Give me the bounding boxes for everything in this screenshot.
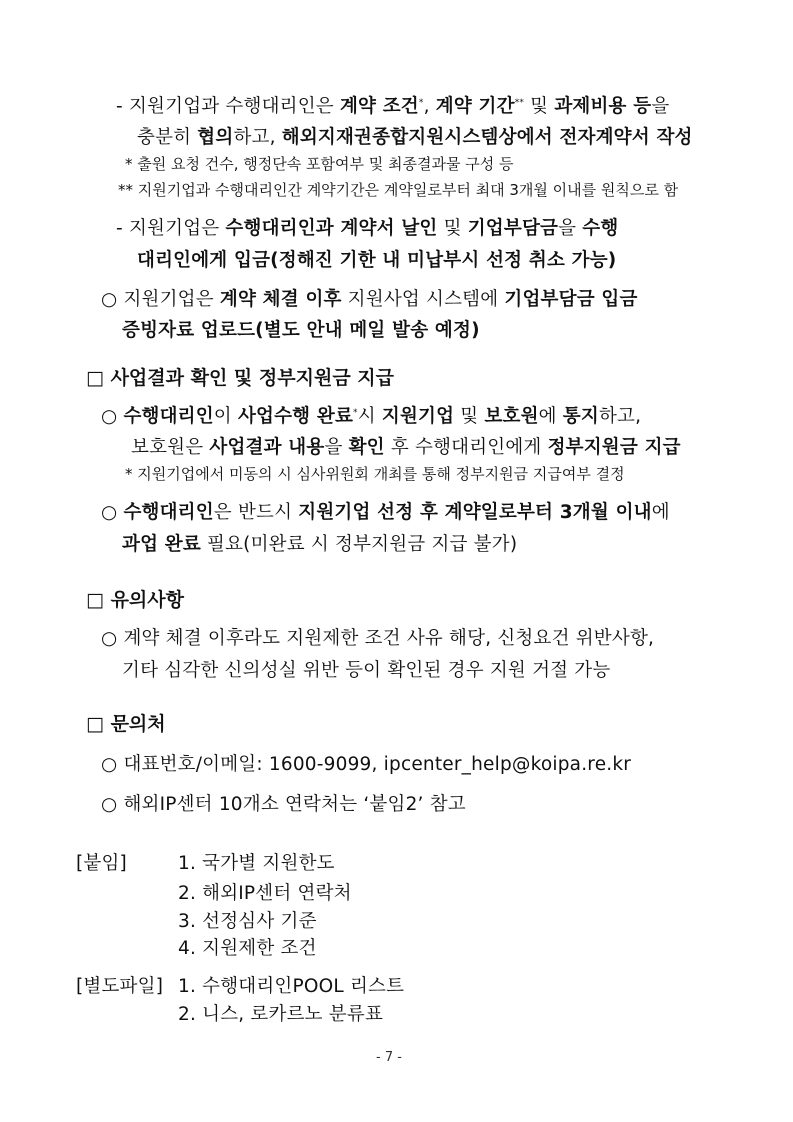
attachment-item: 2. 해외IP센터 연락처 bbox=[178, 883, 352, 904]
section-heading-notes bbox=[86, 585, 184, 612]
bold-run: 과업 완료 bbox=[122, 534, 201, 555]
bold-run: 기업부담금 bbox=[467, 218, 559, 239]
bold-run: 사업결과 내용 bbox=[209, 437, 325, 458]
circle-bullet: ○ bbox=[101, 754, 118, 775]
text-run: 지원사업 시스템에 bbox=[341, 289, 505, 310]
text-run: 계약 체결 이후라도 지원제한 조건 사유 해당, 신청요건 위반사항, bbox=[123, 628, 655, 649]
bold-run: 지원기업 bbox=[381, 406, 455, 427]
bold-run: 증빙자료 업로드(별도 안내 메일 발송 예정) bbox=[122, 320, 480, 341]
bold-run: 해외지재권종합지원시스템상에서 전자계약서 작성 bbox=[281, 127, 693, 148]
attachment-item: 4. 지원제한 조건 bbox=[178, 938, 317, 959]
payment-line-2 bbox=[137, 246, 616, 272]
bold-run: 수행대리인 bbox=[123, 406, 214, 427]
bold-run: 수행대리인과 계약서 날인 bbox=[225, 218, 438, 239]
text-run: 및 bbox=[454, 406, 485, 427]
checkbox-square-icon: □ bbox=[86, 589, 104, 611]
bold-run: 보호원 bbox=[484, 406, 539, 427]
bold-run: 확인 bbox=[348, 437, 385, 458]
ip-center-text: 해외IP센터 10개소 연락처는 ‘붙임2’ 참고 bbox=[123, 794, 466, 815]
separate-file-item: 1. 수행대리인POOL 리스트 bbox=[178, 976, 405, 997]
section-heading-result bbox=[86, 363, 394, 390]
dash-marker: - bbox=[116, 96, 123, 117]
section-title: 사업결과 확인 및 정부지원금 지급 bbox=[110, 367, 394, 389]
checkbox-square-icon: □ bbox=[86, 367, 104, 389]
circle-bullet: ○ bbox=[101, 289, 118, 310]
text-run: 을 bbox=[558, 218, 583, 239]
completion-line-2 bbox=[122, 530, 517, 556]
text-run: 이 bbox=[213, 406, 238, 427]
bold-run: 정부지원금 지급 bbox=[547, 437, 681, 458]
attachments-label: [붙임] bbox=[76, 853, 127, 874]
text-run: , bbox=[423, 96, 436, 117]
bold-run: 계약 기간 bbox=[435, 96, 515, 117]
text-run: 하고, bbox=[598, 406, 642, 427]
text-run: 지원기업은 bbox=[128, 218, 226, 239]
caution-line-2: 기타 심각한 신의성실 위반 등이 확인된 경우 지원 거절 가능 bbox=[122, 660, 611, 681]
text-run: 및 bbox=[437, 218, 468, 239]
bold-run: 대리인에게 입금(정해진 기한 내 미납부시 선정 취소 가능) bbox=[137, 250, 617, 271]
circle-bullet: ○ bbox=[101, 502, 118, 523]
text-run: 에 bbox=[651, 502, 670, 523]
separate-file-item: 2. 니스, 로카르노 분류표 bbox=[178, 1004, 384, 1025]
upload-line-1 bbox=[101, 285, 638, 311]
bold-run: 계약 조건 bbox=[339, 96, 419, 117]
circle-bullet: ○ bbox=[101, 406, 118, 427]
bold-run: 과제비용 등 bbox=[554, 96, 652, 117]
circle-bullet: ○ bbox=[101, 794, 118, 815]
footnote-mark: * bbox=[353, 408, 358, 418]
text-run: 지원기업과 수행대리인은 bbox=[128, 96, 340, 117]
bold-run: 사업수행 완료 bbox=[237, 406, 354, 427]
contact-text: 대표번호/이메일: 1600-9099, ipcenter_help@koipa.re.kr bbox=[123, 754, 632, 775]
section-heading-contact bbox=[86, 709, 166, 736]
result-line-2 bbox=[131, 433, 681, 459]
bold-run: 기업부담금 입금 bbox=[504, 289, 638, 310]
ip-center-line bbox=[101, 790, 466, 816]
text-run: 보호원은 bbox=[131, 437, 210, 458]
text-run: 을 bbox=[324, 437, 349, 458]
circle-bullet: ○ bbox=[101, 628, 118, 649]
text-run: 을 bbox=[651, 96, 670, 117]
result-line-1 bbox=[101, 402, 641, 428]
text-run: 은 반드시 bbox=[213, 502, 299, 523]
completion-line-1 bbox=[101, 498, 670, 524]
text-run: 후 수행대리인에게 bbox=[384, 437, 548, 458]
bold-run: 통지 bbox=[562, 406, 599, 427]
text-run: 에 bbox=[538, 406, 563, 427]
text-run: 시 bbox=[357, 406, 382, 427]
bold-run: 수행대리인 bbox=[123, 502, 214, 523]
bold-run: 수행 bbox=[582, 218, 619, 239]
text-run: 충분히 bbox=[137, 127, 198, 148]
bold-run: 지원기업 선정 후 계약일로부터 3개월 이내 bbox=[298, 502, 652, 523]
caution-line-1 bbox=[101, 624, 654, 650]
text-run: 하고, bbox=[233, 127, 282, 148]
contract-conditions-line-2 bbox=[137, 123, 693, 149]
section-title: 유의사항 bbox=[110, 589, 184, 611]
text-run: 필요(미완료 시 정부지원금 지급 불가) bbox=[200, 534, 518, 555]
footnote-mark: ** bbox=[514, 98, 525, 108]
footnote-3: * 지원기업에서 미동의 시 심사위원회 개최를 통해 정부지원금 지급여부 결정 bbox=[125, 465, 625, 483]
text-run: 지원기업은 bbox=[123, 289, 220, 310]
contact-line bbox=[101, 750, 631, 776]
section-title: 문의처 bbox=[110, 713, 166, 735]
footnote-mark: * bbox=[418, 98, 424, 108]
attachment-item: 1. 국가별 지원한도 bbox=[178, 853, 335, 874]
footnote-1: * 출원 요청 건수, 행정단속 포함여부 및 최종결과물 구성 등 bbox=[125, 155, 514, 173]
separate-files-label: [별도파일] bbox=[76, 976, 164, 997]
footnote-2: ** 지원기업과 수행대리인간 계약기간은 계약일로부터 최대 3개월 이내를 원칙으로 함 bbox=[118, 181, 679, 199]
checkbox-square-icon: □ bbox=[86, 713, 104, 735]
bold-run: 협의 bbox=[197, 127, 234, 148]
payment-line-1 bbox=[116, 214, 618, 240]
text-run: 및 bbox=[524, 96, 555, 117]
bold-run: 계약 체결 이후 bbox=[219, 289, 342, 310]
page-number: - 7 - bbox=[376, 1050, 402, 1065]
upload-line-2 bbox=[122, 316, 480, 342]
contract-conditions-line-1 bbox=[116, 92, 669, 118]
attachment-item: 3. 선정심사 기준 bbox=[178, 911, 317, 932]
dash-marker: - bbox=[116, 218, 123, 239]
